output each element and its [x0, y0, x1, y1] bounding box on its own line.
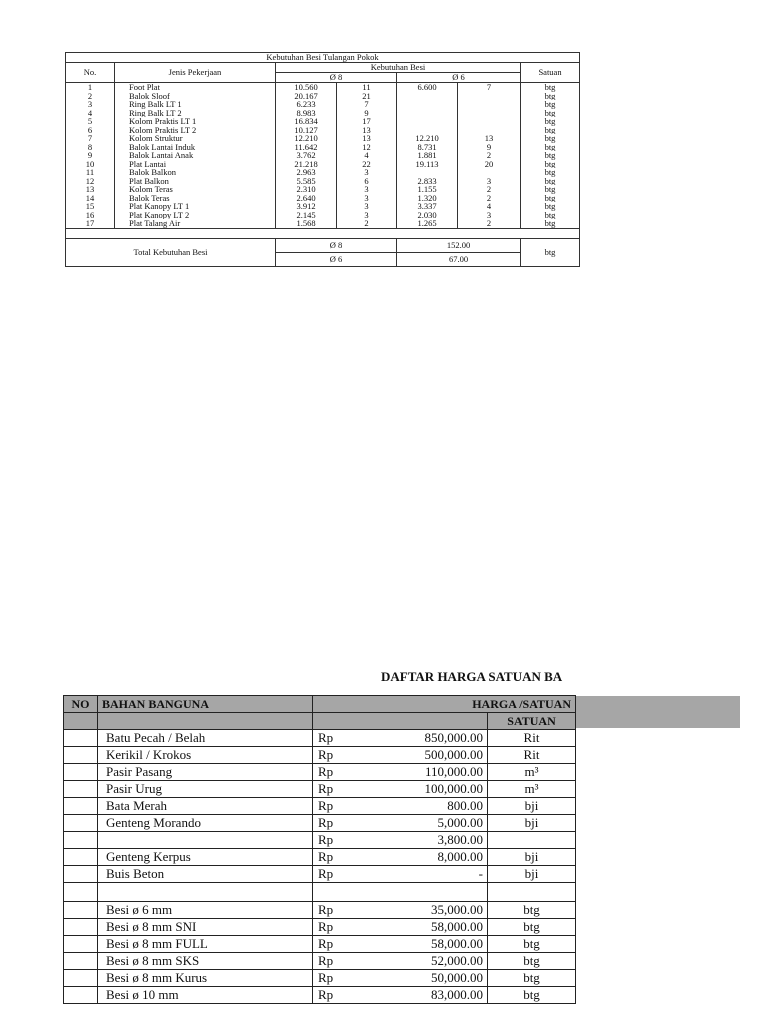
table-row	[64, 919, 576, 936]
table-row	[64, 781, 576, 798]
table-row	[66, 219, 580, 228]
row-job: Kolom Praktis LT 2	[115, 126, 276, 135]
row-d6-length: 3.337	[397, 202, 458, 211]
row-price	[313, 747, 488, 764]
row-material: Batu Pecah / Belah	[98, 730, 313, 747]
table-row	[64, 832, 576, 849]
table-row	[64, 815, 576, 832]
row-no: 16	[66, 211, 115, 220]
row-unit: btg	[521, 194, 580, 203]
row-d8-count: 11	[337, 83, 397, 92]
row-material: Kerikil / Krokos	[98, 747, 313, 764]
row-d6-count: 9	[458, 143, 521, 152]
table-row	[64, 902, 576, 919]
currency-label: Rp	[318, 781, 334, 796]
row-d6-count	[458, 92, 521, 101]
table-row	[66, 211, 580, 220]
row-price	[313, 866, 488, 883]
currency-label: Rp	[318, 866, 334, 881]
row-d6-count: 2	[458, 151, 521, 160]
row-d6-length: 12.210	[397, 134, 458, 143]
row-d8-count: 3	[337, 185, 397, 194]
currency-label: Rp	[318, 832, 334, 847]
row-no: 7	[66, 134, 115, 143]
row-no	[64, 919, 98, 936]
row-d6-length: 1.320	[397, 194, 458, 203]
table-row	[66, 202, 580, 211]
row-no: 10	[66, 160, 115, 169]
price-value: 35,000.00	[431, 902, 483, 917]
rebar-requirement-table	[65, 52, 580, 267]
col-header-need: Kebutuhan Besi	[276, 63, 521, 73]
row-no: 13	[66, 185, 115, 194]
row-d6-length: 8.731	[397, 143, 458, 152]
rebar-table-body	[66, 83, 580, 229]
currency-label: Rp	[318, 849, 334, 864]
table-row	[66, 185, 580, 194]
row-d8-length: 2.640	[276, 194, 337, 203]
row-job: Balok Teras	[115, 194, 276, 203]
row-d6-count: 2	[458, 194, 521, 203]
price-value: 3,800.00	[437, 832, 483, 847]
header-empty-no	[64, 713, 98, 730]
row-d6-length: 19.113	[397, 160, 458, 169]
row-price	[313, 987, 488, 1004]
currency-label: Rp	[318, 970, 334, 985]
row-d8-count: 7	[337, 100, 397, 109]
price-value: 850,000.00	[424, 730, 483, 745]
row-d6-count: 3	[458, 177, 521, 186]
row-no: 4	[66, 109, 115, 118]
row-unit: btg	[521, 92, 580, 101]
row-unit: btg	[521, 117, 580, 126]
price-list-title: DAFTAR HARGA SATUAN BA	[381, 669, 563, 684]
price-value: 500,000.00	[424, 747, 483, 762]
row-unit: btg	[488, 919, 576, 936]
header-empty-price	[313, 713, 488, 730]
row-d8-count: 3	[337, 211, 397, 220]
price-value: 58,000.00	[431, 919, 483, 934]
row-job: Kolom Teras	[115, 185, 276, 194]
row-d6-count: 4	[458, 202, 521, 211]
row-job: Kolom Struktur	[115, 134, 276, 143]
row-no: 1	[66, 83, 115, 92]
row-unit: Rit	[488, 730, 576, 747]
row-unit: btg	[521, 143, 580, 152]
table-row	[66, 160, 580, 169]
row-unit: btg	[521, 83, 580, 92]
row-no: 17	[66, 219, 115, 228]
row-no	[64, 970, 98, 987]
row-no	[64, 815, 98, 832]
row-material: Pasir Urug	[98, 781, 313, 798]
row-d6-count	[458, 117, 521, 126]
row-no: 9	[66, 151, 115, 160]
row-d8-length: 3.762	[276, 151, 337, 160]
row-d6-count	[458, 126, 521, 135]
row-d6-length	[397, 168, 458, 177]
col-header-d8: Ø 8	[276, 73, 397, 83]
table-row	[66, 177, 580, 186]
row-job: Kolom Praktis LT 1	[115, 117, 276, 126]
col-header-unit: SATUAN	[488, 713, 576, 730]
row-no	[64, 849, 98, 866]
row-d8-count: 13	[337, 134, 397, 143]
row-d8-length: 12.210	[276, 134, 337, 143]
price-value: 50,000.00	[431, 970, 483, 985]
row-no	[64, 832, 98, 849]
row-d8-length: 10.560	[276, 83, 337, 92]
table-row	[64, 849, 576, 866]
row-d8-length: 1.568	[276, 219, 337, 228]
row-d8-count: 3	[337, 202, 397, 211]
row-job: Balok Balkon	[115, 168, 276, 177]
row-d6-length	[397, 92, 458, 101]
table-row	[64, 970, 576, 987]
row-d8-count: 22	[337, 160, 397, 169]
row-material: Besi ø 10 mm	[98, 987, 313, 1004]
header-shade	[575, 696, 740, 728]
row-no: 8	[66, 143, 115, 152]
row-d6-count: 20	[458, 160, 521, 169]
row-d6-count: 3	[458, 211, 521, 220]
col-header-unit: Satuan	[521, 63, 580, 83]
table-row	[66, 126, 580, 135]
row-unit: btg	[488, 970, 576, 987]
row-d6-length: 1.155	[397, 185, 458, 194]
row-no: 3	[66, 100, 115, 109]
header-empty-material	[98, 713, 313, 730]
row-unit: bji	[488, 815, 576, 832]
row-price	[313, 883, 488, 902]
price-list-table	[63, 695, 576, 1004]
table-row	[66, 151, 580, 160]
total-label: Total Kebutuhan Besi	[66, 238, 276, 266]
row-d6-count: 13	[458, 134, 521, 143]
row-unit: bji	[488, 849, 576, 866]
table-row	[64, 953, 576, 970]
price-value: 100,000.00	[424, 781, 483, 796]
currency-label: Rp	[318, 919, 334, 934]
row-d8-count: 3	[337, 168, 397, 177]
row-material: Besi ø 6 mm	[98, 902, 313, 919]
row-material: Pasir Pasang	[98, 764, 313, 781]
row-unit: bji	[488, 866, 576, 883]
row-no	[64, 764, 98, 781]
row-material: Besi ø 8 mm SKS	[98, 953, 313, 970]
price-value: 52,000.00	[431, 953, 483, 968]
table-row	[64, 798, 576, 815]
row-unit: m³	[488, 764, 576, 781]
row-d8-length: 3.912	[276, 202, 337, 211]
table-row	[66, 83, 580, 92]
table-row	[66, 194, 580, 203]
table-row	[66, 143, 580, 152]
row-price	[313, 781, 488, 798]
row-no	[64, 883, 98, 902]
row-d8-length: 6.233	[276, 100, 337, 109]
row-unit: btg	[521, 126, 580, 135]
row-unit	[488, 832, 576, 849]
row-job: Ring Balk LT 1	[115, 100, 276, 109]
row-material: Besi ø 8 mm FULL	[98, 936, 313, 953]
total-d6-value: 67.00	[397, 252, 521, 266]
row-d6-length	[397, 117, 458, 126]
row-job: Plat Kanopy LT 2	[115, 211, 276, 220]
row-price	[313, 936, 488, 953]
currency-label: Rp	[318, 815, 334, 830]
row-unit: btg	[521, 151, 580, 160]
row-no: 15	[66, 202, 115, 211]
rebar-table-title: Kebutuhan Besi Tulangan Pokok	[66, 53, 580, 63]
col-header-d6: Ø 6	[397, 73, 521, 83]
row-no	[64, 747, 98, 764]
row-d8-length: 5.585	[276, 177, 337, 186]
row-job: Plat Balkon	[115, 177, 276, 186]
row-d6-length: 1.265	[397, 219, 458, 228]
row-price	[313, 902, 488, 919]
row-no: 14	[66, 194, 115, 203]
row-job: Balok Lantai Induk	[115, 143, 276, 152]
row-unit: btg	[521, 202, 580, 211]
row-d8-count: 13	[337, 126, 397, 135]
currency-label: Rp	[318, 987, 334, 1002]
row-unit: btg	[521, 177, 580, 186]
row-d6-length: 1.881	[397, 151, 458, 160]
row-no: 11	[66, 168, 115, 177]
price-value: 83,000.00	[431, 987, 483, 1002]
price-value: 110,000.00	[424, 764, 483, 779]
price-value: 5,000.00	[437, 815, 483, 830]
row-unit: btg	[521, 134, 580, 143]
row-material	[98, 883, 313, 902]
row-unit: btg	[521, 211, 580, 220]
row-d8-count: 2	[337, 219, 397, 228]
row-no	[64, 781, 98, 798]
row-material	[98, 832, 313, 849]
row-unit: bji	[488, 798, 576, 815]
col-header-material: BAHAN BANGUNA	[98, 696, 313, 713]
table-row	[64, 730, 576, 747]
row-price	[313, 798, 488, 815]
currency-label: Rp	[318, 953, 334, 968]
table-row	[66, 109, 580, 118]
price-list-body	[64, 730, 576, 1004]
row-unit: btg	[488, 902, 576, 919]
row-d8-length: 8.983	[276, 109, 337, 118]
row-material: Buis Beton	[98, 866, 313, 883]
row-job: Plat Kanopy LT 1	[115, 202, 276, 211]
row-price	[313, 815, 488, 832]
row-d8-length: 2.145	[276, 211, 337, 220]
row-unit: btg	[521, 185, 580, 194]
price-value: 8,000.00	[437, 849, 483, 864]
row-job: Foot Plat	[115, 83, 276, 92]
row-d8-length: 21.218	[276, 160, 337, 169]
currency-label: Rp	[318, 902, 334, 917]
row-d6-count: 7	[458, 83, 521, 92]
row-unit: Rit	[488, 747, 576, 764]
row-price	[313, 764, 488, 781]
row-d6-count	[458, 109, 521, 118]
row-d8-count: 12	[337, 143, 397, 152]
row-price	[313, 953, 488, 970]
row-d6-length	[397, 109, 458, 118]
row-price	[313, 970, 488, 987]
table-row	[64, 747, 576, 764]
row-unit: btg	[521, 109, 580, 118]
row-d8-length: 11.642	[276, 143, 337, 152]
row-price	[313, 730, 488, 747]
total-d6-label: Ø 6	[276, 252, 397, 266]
row-job: Plat Lantai	[115, 160, 276, 169]
row-price	[313, 832, 488, 849]
currency-label: Rp	[318, 798, 334, 813]
row-d8-length: 2.963	[276, 168, 337, 177]
row-unit: btg	[521, 219, 580, 228]
currency-label: Rp	[318, 936, 334, 951]
price-value: 800.00	[447, 798, 483, 813]
row-no	[64, 902, 98, 919]
row-d6-length: 2.030	[397, 211, 458, 220]
table-row	[66, 134, 580, 143]
currency-label: Rp	[318, 747, 334, 762]
row-price	[313, 849, 488, 866]
row-no	[64, 987, 98, 1004]
row-price	[313, 919, 488, 936]
blank-row	[66, 228, 580, 238]
row-d8-length: 16.834	[276, 117, 337, 126]
table-row	[64, 936, 576, 953]
table-row	[66, 100, 580, 109]
row-no: 5	[66, 117, 115, 126]
row-job: Balok Sloof	[115, 92, 276, 101]
row-unit: btg	[521, 100, 580, 109]
row-unit: btg	[488, 987, 576, 1004]
row-no	[64, 953, 98, 970]
row-no	[64, 730, 98, 747]
total-d8-value: 152.00	[397, 238, 521, 252]
row-d8-length: 10.127	[276, 126, 337, 135]
row-d8-count: 6	[337, 177, 397, 186]
row-d8-length: 20.167	[276, 92, 337, 101]
table-row	[66, 168, 580, 177]
row-unit: btg	[521, 160, 580, 169]
row-d6-count: 2	[458, 185, 521, 194]
row-material: Besi ø 8 mm SNI	[98, 919, 313, 936]
row-unit: btg	[488, 953, 576, 970]
row-d6-length	[397, 100, 458, 109]
row-job: Plat Talang Air	[115, 219, 276, 228]
row-unit: m³	[488, 781, 576, 798]
col-header-no: NO	[64, 696, 98, 713]
table-row	[64, 883, 576, 902]
row-no: 6	[66, 126, 115, 135]
row-no	[64, 798, 98, 815]
row-no	[64, 936, 98, 953]
price-value: -	[478, 866, 483, 881]
row-d8-length: 2.310	[276, 185, 337, 194]
row-no: 2	[66, 92, 115, 101]
row-d6-count: 2	[458, 219, 521, 228]
row-unit	[488, 883, 576, 902]
row-material: Genteng Morando	[98, 815, 313, 832]
currency-label: Rp	[318, 730, 334, 745]
row-d6-length: 6.600	[397, 83, 458, 92]
row-d8-count: 17	[337, 117, 397, 126]
table-row	[66, 117, 580, 126]
row-d6-length	[397, 126, 458, 135]
row-no	[64, 866, 98, 883]
row-d8-count: 9	[337, 109, 397, 118]
row-unit: btg	[521, 168, 580, 177]
col-header-job: Jenis Pekerjaan	[115, 63, 276, 83]
row-job: Balok Lantai Anak	[115, 151, 276, 160]
row-d8-count: 21	[337, 92, 397, 101]
row-d8-count: 3	[337, 194, 397, 203]
price-value: 58,000.00	[431, 936, 483, 951]
table-row	[66, 92, 580, 101]
row-material: Besi ø 8 mm Kurus	[98, 970, 313, 987]
row-d8-count: 4	[337, 151, 397, 160]
row-material: Bata Merah	[98, 798, 313, 815]
col-header-no: No.	[66, 63, 115, 83]
total-unit: btg	[521, 238, 580, 266]
row-no: 12	[66, 177, 115, 186]
row-material: Genteng Kerpus	[98, 849, 313, 866]
row-d6-length: 2.833	[397, 177, 458, 186]
row-unit: btg	[488, 936, 576, 953]
col-header-price: HARGA /SATUAN	[313, 696, 576, 713]
table-row	[64, 987, 576, 1004]
row-d6-count	[458, 168, 521, 177]
row-d6-count	[458, 100, 521, 109]
row-job: Ring Balk LT 2	[115, 109, 276, 118]
total-d8-label: Ø 8	[276, 238, 397, 252]
currency-label: Rp	[318, 764, 334, 779]
table-row	[64, 764, 576, 781]
table-row	[64, 866, 576, 883]
